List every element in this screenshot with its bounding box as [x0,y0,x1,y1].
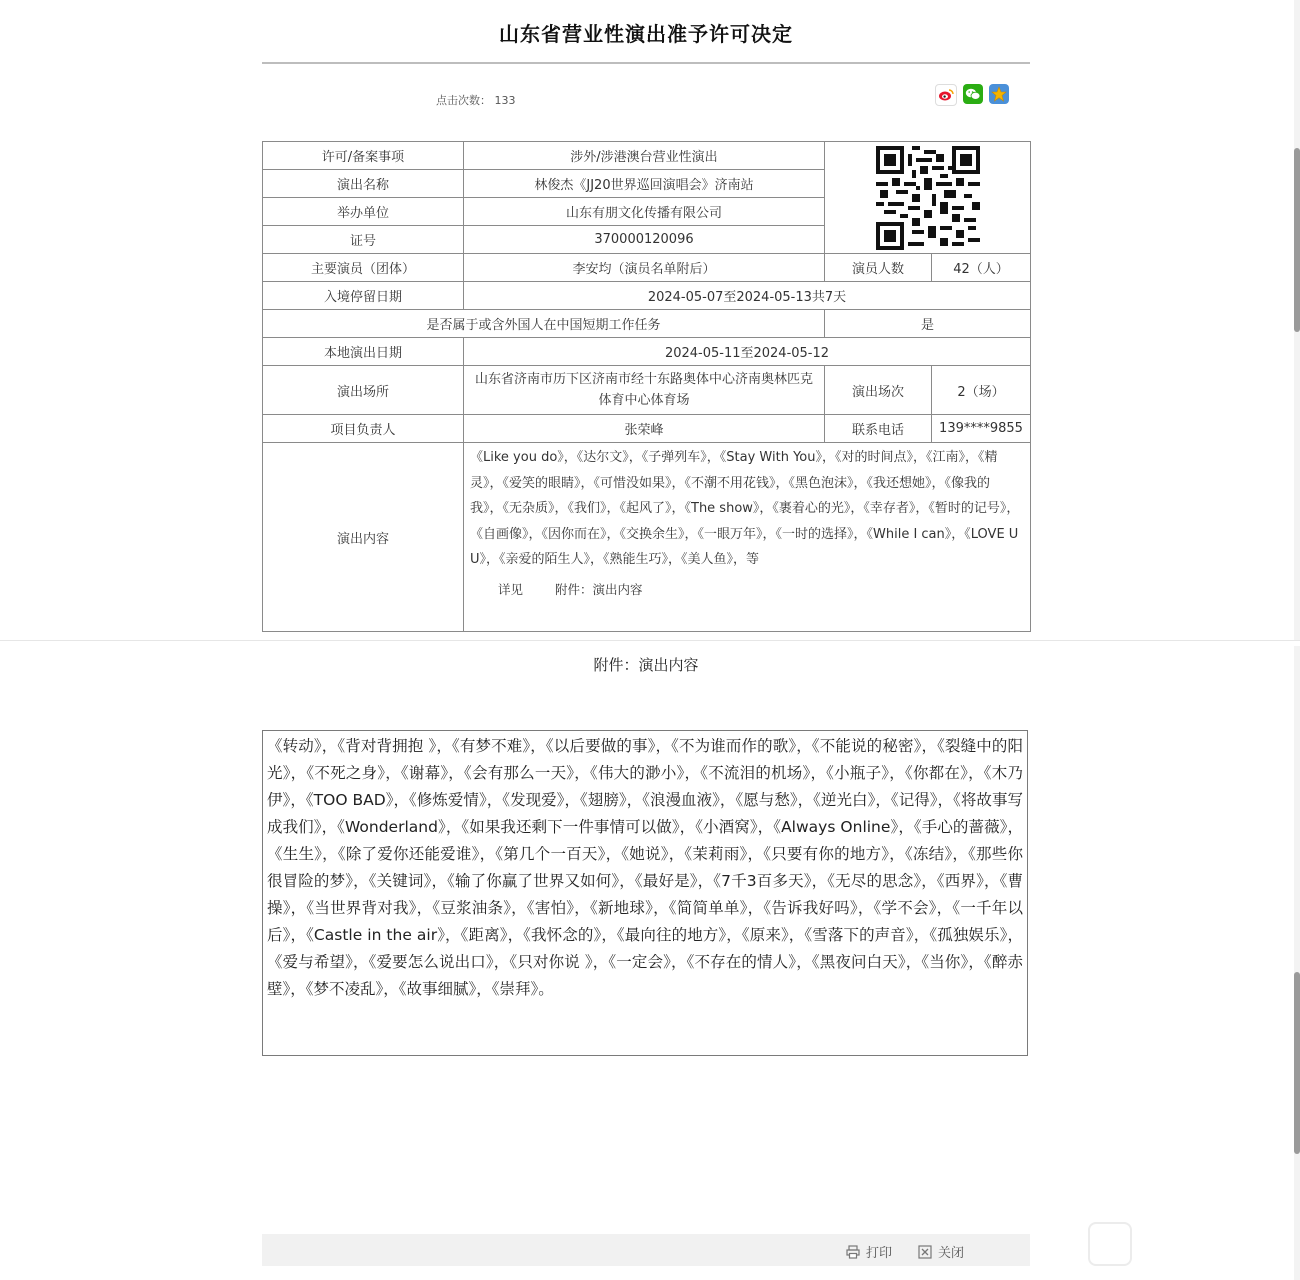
table-row [263,282,1031,310]
detail-label: 详见 [498,581,524,597]
weibo-icon[interactable] [935,84,957,106]
close-button[interactable] [918,1242,964,1261]
qr-code-cell [825,142,1031,254]
cert-value: 370000120096 [464,226,825,254]
title-divider [262,62,1030,64]
scroll-thumb-top[interactable] [1294,148,1300,332]
scroll-thumb-bottom[interactable] [1294,972,1300,1154]
sessions-value: 2（场） [932,366,1031,415]
close-label: 关闭 [938,1246,965,1261]
table-row [263,142,1031,170]
item-value: 涉外/涉港澳台营业性演出 [464,142,825,170]
attachment-page [0,646,1300,1280]
phone-label: 联系电话 [825,415,932,443]
table-row [263,310,1031,338]
star-icon[interactable] [989,84,1009,104]
performer-count-value: 42（人） [932,254,1031,282]
table-row [263,338,1031,366]
attachment-title: 附件：演出内容 [593,656,699,674]
name-label: 演出名称 [263,170,464,198]
share-bar [935,84,1009,106]
permit-table [262,141,1031,632]
click-count-label: 点击次数： [436,94,491,107]
table-row [263,415,1031,443]
print-label: 打印 [866,1246,893,1261]
local-date-value: 2024-05-11至2024-05-12 [464,338,1031,366]
click-count [436,92,516,108]
sessions-label: 演出场次 [825,366,932,415]
name-value: 林俊杰《JJ20世界巡回演唱会》济南站 [464,170,825,198]
venue-value: 山东省济南市历下区济南市经十东路奥体中心济南奥林匹克体育中心体育场 [464,366,825,415]
action-bar [262,1234,1030,1266]
detail-line [470,579,1022,601]
table-row [263,366,1031,415]
phone-value: 139****9855 [932,415,1031,443]
performer-label: 主要演员（团体） [263,254,464,282]
click-count-value: 133 [494,94,516,107]
performer-value: 李安均（演员名单附后） [464,254,825,282]
qr-code-icon [876,146,980,250]
content-cell [464,443,1031,632]
manager-value: 张荣峰 [464,415,825,443]
attachment-link[interactable]: 附件：演出内容 [555,581,643,597]
foreign-work-label: 是否属于或含外国人在中国短期工作任务 [263,310,825,338]
item-label: 许可/备案事项 [263,142,464,170]
page-title: 山东省营业性演出准予许可决定 [499,22,793,46]
print-button[interactable] [846,1242,892,1261]
stay-value: 2024-05-07至2024-05-13共7天 [464,282,1031,310]
floating-widget[interactable] [1088,1222,1132,1266]
cert-label: 证号 [263,226,464,254]
organizer-label: 举办单位 [263,198,464,226]
scrollbar-top[interactable] [1294,0,1300,640]
venue-label: 演出场所 [263,366,464,415]
attachment-content: 《转动》，《背对背拥抱 》，《有梦不难》，《以后要做的事》，《不为谁而作的歌》，《不能说的秘密》，《裂缝中的阳光》，《不死之身》，《谢幕》，《会有那么一天》，《伟大的渺小》，《不流泪的机场》，《小瓶子》，《你都在》，《木乃伊》，《TOO BAD》，《修炼爱情》，《发现爱》，《翅膀》，《浪漫血液》，《愿与愁》，《逆光白》，《记得》，《将故事写成我们》，《Wonderland》，《如果我还剩下一件事情可以做》，《小酒窝》，《Always Online》，《手心的蔷薇》，《生生》，《除了爱你还能爱谁》，《第几个一百天》，《她说》，《茉莉雨》，《只要有你的地方》，《冻结》，《那些你很冒险的梦》，《关键词》，《输了你赢了世界又如何》，《最好是》，《7千3百多天》，《无尽的思念》，《西界》，《曹操》，《当世界背对我》，《豆浆油条》，《害怕》，《新地球》，《简简单单》，《告诉我好吗》，《学不会》，《一千年以后》，《Castle in the air》，《距离》，《我怀念的》，《最向往的地方》，《原来》，《雪落下的声音》，《孤独娱乐》，《爱与希望》，《爱要怎么说出口》，《只对你说 》，《一定会》，《不存在的情人》，《黑夜问白天》，《当你》，《醉赤壁》，《梦不凌乱》，《故事细腻》，《崇拜》。 [262,730,1028,1056]
scrollbar-bottom[interactable] [1294,646,1300,1280]
table-row [263,443,1031,632]
printer-icon [846,1245,860,1259]
organizer-value: 山东有朋文化传播有限公司 [464,198,825,226]
close-box-icon [918,1245,932,1259]
content-label: 演出内容 [263,443,464,632]
table-row [263,254,1031,282]
stay-label: 入境停留日期 [263,282,464,310]
local-date-label: 本地演出日期 [263,338,464,366]
performer-count-label: 演员人数 [825,254,932,282]
wechat-icon[interactable] [963,84,983,104]
manager-label: 项目负责人 [263,415,464,443]
foreign-work-value: 是 [825,310,1031,338]
content-value: 《Like you do》，《达尔文》，《子弹列车》，《Stay With You》，《对的时间点》，《江南》，《精灵》，《爱笑的眼睛》，《可惜没如果》，《不潮不用花钱》，《黑色泡沫》，《我还想她》，《像我的我》，《无杂质》，《我们》，《起风了》，《The show》，《裹着心的光》，《幸存者》，《暂时的记号》，《自画像》，《因你而在》，《交换余生》，《一眼万年》，《一时的选择》，《While I can》，《LOVE U U》，《亲爱的陌生人》，《熟能生巧》，《美人鱼》，等 [470,450,1020,568]
